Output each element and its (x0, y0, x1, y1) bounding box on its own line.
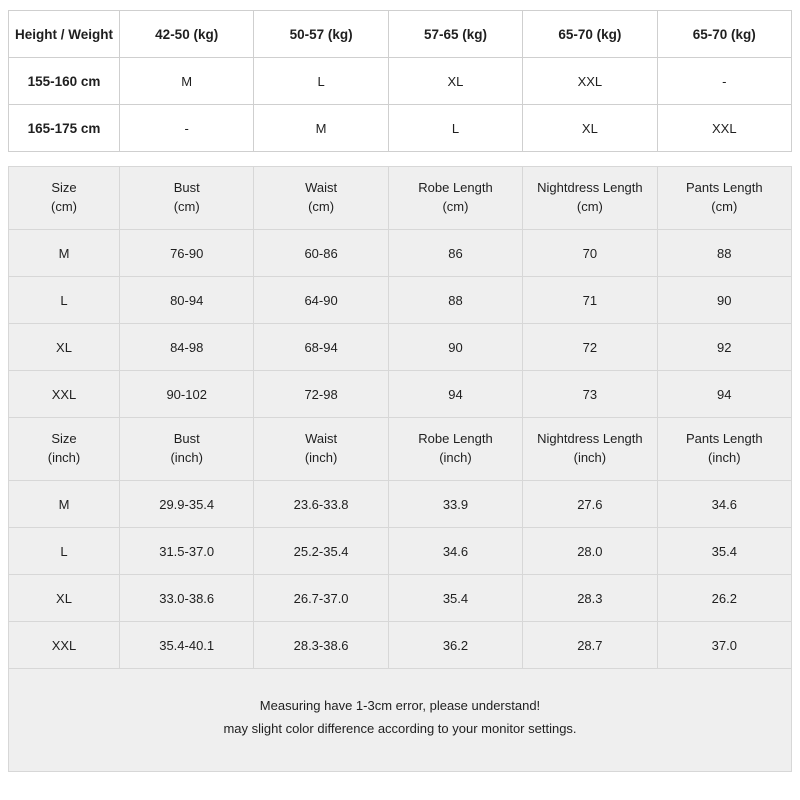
table-row (9, 277, 792, 324)
cell: 28.3 (523, 575, 657, 622)
cell-size: L (9, 528, 120, 575)
cell: 94 (657, 371, 791, 418)
header-name: Size (51, 431, 77, 447)
column-header-size-cm (9, 167, 120, 230)
cell: 31.5-37.0 (120, 528, 254, 575)
column-header-pants-length-cm (657, 167, 791, 230)
cell: 64-90 (254, 277, 388, 324)
row-label-height-2: 165-175 cm (9, 105, 120, 152)
cell: XXL (523, 58, 657, 105)
cell: 90-102 (120, 371, 254, 418)
cell-size: XL (9, 575, 120, 622)
cell-size: XXL (9, 371, 120, 418)
header-name: Waist (305, 431, 338, 447)
cell: 36.2 (388, 622, 522, 669)
header-unit: (cm) (308, 199, 335, 214)
table-header-row (9, 11, 792, 58)
cell: XL (388, 58, 522, 105)
column-header-weight-4: 65-70 (kg) (523, 11, 657, 58)
header-unit: (inch) (47, 450, 81, 465)
cell: XL (523, 105, 657, 152)
cell: 28.3-38.6 (254, 622, 388, 669)
cell: 84-98 (120, 324, 254, 371)
cell: L (388, 105, 522, 152)
table-row (9, 230, 792, 277)
header-name: Robe Length (418, 180, 493, 196)
cell: 90 (388, 324, 522, 371)
header-unit: (cm) (173, 199, 200, 214)
column-header-waist-inch (254, 418, 388, 481)
cell: 70 (523, 230, 657, 277)
column-header-weight-1: 42-50 (kg) (120, 11, 254, 58)
header-name: Size (51, 180, 77, 196)
header-unit: (inch) (304, 450, 338, 465)
cell: 35.4 (388, 575, 522, 622)
header-name: Nightdress Length (537, 431, 643, 447)
cell: 26.7-37.0 (254, 575, 388, 622)
note-color-difference: may slight color difference according to your monitor settings. (223, 720, 577, 736)
header-unit: (cm) (711, 199, 738, 214)
cell: 72-98 (254, 371, 388, 418)
cell: 28.7 (523, 622, 657, 669)
table-row (9, 105, 792, 152)
cell: M (254, 105, 388, 152)
column-header-weight-2: 50-57 (kg) (254, 11, 388, 58)
table-row (9, 481, 792, 528)
cell: M (120, 58, 254, 105)
column-header-bust-inch (120, 418, 254, 481)
header-unit: (inch) (170, 450, 203, 465)
cell: 35.4 (657, 528, 791, 575)
column-header-waist-cm (254, 167, 388, 230)
table-header-row-cm (9, 167, 792, 230)
cell-size: XL (9, 324, 120, 371)
column-header-pants-length-inch (657, 418, 791, 481)
cell: 33.0-38.6 (120, 575, 254, 622)
cell: 86 (388, 230, 522, 277)
table-row (9, 575, 792, 622)
column-header-size-inch (9, 418, 120, 481)
cell: 68-94 (254, 324, 388, 371)
header-unit: (cm) (51, 199, 77, 214)
cell: 34.6 (388, 528, 522, 575)
cell: 33.9 (388, 481, 522, 528)
header-name: Pants Length (685, 431, 763, 447)
header-name: Robe Length (418, 431, 493, 447)
column-header-weight-3: 57-65 (kg) (388, 11, 522, 58)
column-header-weight-5: 65-70 (kg) (657, 11, 791, 58)
column-header-bust-cm (120, 167, 254, 230)
height-weight-table (8, 10, 792, 152)
cell: 94 (388, 371, 522, 418)
cell: 76-90 (120, 230, 254, 277)
cell-size: M (9, 230, 120, 277)
cell: XXL (657, 105, 791, 152)
cell: - (120, 105, 254, 152)
cell: 27.6 (523, 481, 657, 528)
column-header-height-weight: Height / Weight (9, 11, 120, 58)
column-header-robe-length-inch (388, 418, 522, 481)
cell: - (657, 58, 791, 105)
notes-section (8, 669, 792, 772)
header-unit: (cm) (576, 199, 603, 214)
cell: 90 (657, 277, 791, 324)
table-row (9, 58, 792, 105)
cell: 92 (657, 324, 791, 371)
cell: L (254, 58, 388, 105)
cell: 60-86 (254, 230, 388, 277)
cell: 71 (523, 277, 657, 324)
cell-size: L (9, 277, 120, 324)
cell: 37.0 (657, 622, 791, 669)
cell: 88 (657, 230, 791, 277)
header-name: Waist (305, 180, 338, 196)
header-name: Nightdress Length (537, 180, 643, 196)
cell: 72 (523, 324, 657, 371)
table-header-row-inch (9, 418, 792, 481)
cell-size: XXL (9, 622, 120, 669)
header-unit: (inch) (708, 450, 741, 465)
table-row (9, 371, 792, 418)
header-name: Bust (173, 431, 200, 447)
note-measuring-error: Measuring have 1-3cm error, please understand! (259, 698, 541, 713)
cell: 34.6 (657, 481, 791, 528)
cell: 28.0 (523, 528, 657, 575)
cell: 88 (388, 277, 522, 324)
column-header-nightdress-length-inch (523, 418, 657, 481)
header-unit: (inch) (573, 450, 607, 465)
cell: 29.9-35.4 (120, 481, 254, 528)
table-row (9, 622, 792, 669)
header-unit: (cm) (442, 199, 469, 214)
cell: 23.6-33.8 (254, 481, 388, 528)
column-header-nightdress-length-cm (523, 167, 657, 230)
column-header-robe-length-cm (388, 167, 522, 230)
cell: 26.2 (657, 575, 791, 622)
cell: 80-94 (120, 277, 254, 324)
cell-size: M (9, 481, 120, 528)
header-unit: (inch) (439, 450, 472, 465)
header-name: Pants Length (685, 180, 763, 196)
measurement-table (8, 166, 792, 669)
header-name: Bust (173, 180, 200, 196)
cell: 73 (523, 371, 657, 418)
table-row (9, 324, 792, 371)
table-row (9, 528, 792, 575)
cell: 25.2-35.4 (254, 528, 388, 575)
row-label-height-1: 155-160 cm (9, 58, 120, 105)
cell: 35.4-40.1 (120, 622, 254, 669)
